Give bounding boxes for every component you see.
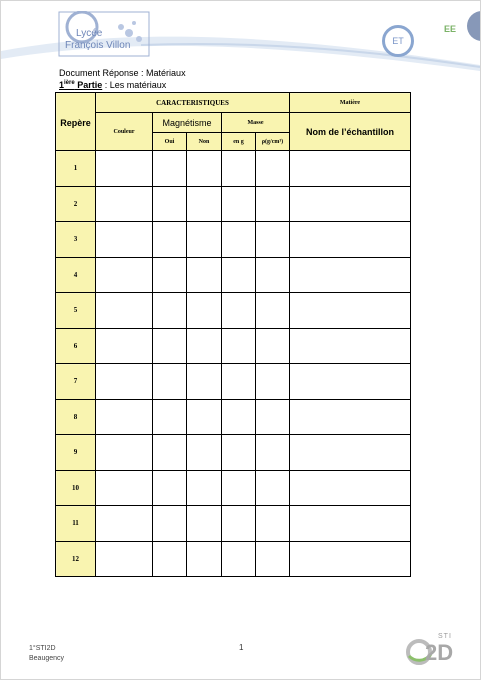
cell-couleur[interactable] bbox=[96, 506, 153, 542]
part-subtitle: : Les matériaux bbox=[102, 80, 167, 90]
row-repere-number: 12 bbox=[56, 541, 96, 577]
cell-nom-echantillon[interactable] bbox=[290, 222, 411, 258]
header-magnetisme: Magnétisme bbox=[153, 113, 222, 133]
header-en-g: en g bbox=[222, 133, 256, 151]
cell-masse-rho[interactable] bbox=[256, 399, 290, 435]
cell-couleur[interactable] bbox=[96, 364, 153, 400]
cell-non[interactable] bbox=[187, 399, 222, 435]
cell-oui[interactable] bbox=[153, 257, 187, 293]
row-repere-number: 10 bbox=[56, 470, 96, 506]
cell-non[interactable] bbox=[187, 435, 222, 471]
cell-masse-rho[interactable] bbox=[256, 435, 290, 471]
cell-masse-g[interactable] bbox=[222, 328, 256, 364]
cell-masse-rho[interactable] bbox=[256, 328, 290, 364]
table-row bbox=[56, 293, 411, 329]
table-row bbox=[56, 222, 411, 258]
cell-oui[interactable] bbox=[153, 364, 187, 400]
cell-masse-g[interactable] bbox=[222, 541, 256, 577]
header-nom-echantillon: Nom de l’échantillon bbox=[290, 113, 411, 151]
cell-couleur[interactable] bbox=[96, 222, 153, 258]
table-row bbox=[56, 541, 411, 577]
cell-oui[interactable] bbox=[153, 293, 187, 329]
table-row bbox=[56, 435, 411, 471]
cell-oui[interactable] bbox=[153, 399, 187, 435]
document-title: Document Réponse : Matériaux bbox=[59, 68, 186, 78]
cell-masse-g[interactable] bbox=[222, 151, 256, 187]
cell-nom-echantillon[interactable] bbox=[290, 293, 411, 329]
header-matiere: Matière bbox=[290, 93, 411, 113]
cell-masse-g[interactable] bbox=[222, 435, 256, 471]
cell-couleur[interactable] bbox=[96, 328, 153, 364]
footer-left bbox=[29, 644, 64, 664]
row-repere-number: 5 bbox=[56, 293, 96, 329]
cell-nom-echantillon[interactable] bbox=[290, 151, 411, 187]
cell-non[interactable] bbox=[187, 506, 222, 542]
cell-non[interactable] bbox=[187, 328, 222, 364]
cell-masse-g[interactable] bbox=[222, 364, 256, 400]
table-row bbox=[56, 328, 411, 364]
header-masse: Masse bbox=[222, 113, 290, 133]
cell-non[interactable] bbox=[187, 293, 222, 329]
cell-masse-rho[interactable] bbox=[256, 257, 290, 293]
cell-non[interactable] bbox=[187, 222, 222, 258]
cell-nom-echantillon[interactable] bbox=[290, 328, 411, 364]
cell-couleur[interactable] bbox=[96, 186, 153, 222]
cell-oui[interactable] bbox=[153, 328, 187, 364]
row-repere-number: 9 bbox=[56, 435, 96, 471]
cell-couleur[interactable] bbox=[96, 470, 153, 506]
table-row bbox=[56, 506, 411, 542]
cell-nom-echantillon[interactable] bbox=[290, 257, 411, 293]
cell-oui[interactable] bbox=[153, 186, 187, 222]
table-row bbox=[56, 399, 411, 435]
table-row bbox=[56, 151, 411, 187]
cell-oui[interactable] bbox=[153, 435, 187, 471]
cell-nom-echantillon[interactable] bbox=[290, 364, 411, 400]
cell-couleur[interactable] bbox=[96, 257, 153, 293]
header-repere-label: Repère bbox=[60, 117, 91, 128]
cell-oui[interactable] bbox=[153, 541, 187, 577]
materials-table bbox=[55, 92, 411, 577]
cell-masse-rho[interactable] bbox=[256, 541, 290, 577]
cell-nom-echantillon[interactable] bbox=[290, 435, 411, 471]
cell-oui[interactable] bbox=[153, 151, 187, 187]
row-repere-number: 11 bbox=[56, 506, 96, 542]
row-repere-number: 4 bbox=[56, 257, 96, 293]
row-repere-number: 2 bbox=[56, 186, 96, 222]
cell-oui[interactable] bbox=[153, 470, 187, 506]
header-repere bbox=[56, 93, 96, 151]
table-body bbox=[56, 151, 411, 577]
cell-non[interactable] bbox=[187, 470, 222, 506]
badge-ee-label: EE bbox=[444, 24, 457, 34]
cell-non[interactable] bbox=[187, 151, 222, 187]
row-repere-number: 1 bbox=[56, 151, 96, 187]
cell-non[interactable] bbox=[187, 541, 222, 577]
row-repere-number: 6 bbox=[56, 328, 96, 364]
cell-non[interactable] bbox=[187, 364, 222, 400]
cell-masse-rho[interactable] bbox=[256, 470, 290, 506]
part-heading bbox=[59, 80, 166, 90]
cell-nom-echantillon[interactable] bbox=[290, 186, 411, 222]
part-number-group bbox=[59, 80, 102, 90]
cell-couleur[interactable] bbox=[96, 151, 153, 187]
cell-couleur[interactable] bbox=[96, 541, 153, 577]
part-number: 1 bbox=[59, 80, 65, 90]
footer-class: 1°STI2D bbox=[29, 645, 56, 652]
row-repere-number: 3 bbox=[56, 222, 96, 258]
header-couleur: Couleur bbox=[96, 113, 153, 151]
header-rho: ρ(g/cm³) bbox=[256, 133, 290, 151]
table-row bbox=[56, 186, 411, 222]
cell-masse-rho[interactable] bbox=[256, 151, 290, 187]
cell-couleur[interactable] bbox=[96, 293, 153, 329]
part-superscript: ière bbox=[64, 80, 75, 86]
header-non: Non bbox=[187, 133, 222, 151]
header-caracteristiques: CARACTERISTIQUES bbox=[96, 93, 290, 113]
cell-nom-echantillon[interactable] bbox=[290, 399, 411, 435]
logo-text-school: François Villon bbox=[65, 40, 131, 51]
cell-masse-rho[interactable] bbox=[256, 293, 290, 329]
cell-nom-echantillon[interactable] bbox=[290, 470, 411, 506]
table-row bbox=[56, 470, 411, 506]
page-number: 1 bbox=[239, 643, 244, 652]
cell-nom-echantillon[interactable] bbox=[290, 541, 411, 577]
footer-city: Beaugency bbox=[29, 655, 65, 662]
row-repere-number: 7 bbox=[56, 364, 96, 400]
table-row bbox=[56, 364, 411, 400]
cell-masse-rho[interactable] bbox=[256, 222, 290, 258]
cell-oui[interactable] bbox=[153, 506, 187, 542]
part-word: Partie bbox=[74, 80, 103, 90]
table-row bbox=[56, 257, 411, 293]
row-repere-number: 8 bbox=[56, 399, 96, 435]
sti-label: STI bbox=[438, 633, 452, 640]
cell-nom-echantillon[interactable] bbox=[290, 506, 411, 542]
cell-couleur[interactable] bbox=[96, 399, 153, 435]
cell-masse-g[interactable] bbox=[222, 399, 256, 435]
badge-et-label: ET bbox=[392, 36, 404, 46]
cell-masse-rho[interactable] bbox=[256, 364, 290, 400]
cell-oui[interactable] bbox=[153, 222, 187, 258]
cell-non[interactable] bbox=[187, 257, 222, 293]
cell-non[interactable] bbox=[187, 186, 222, 222]
cell-couleur[interactable] bbox=[96, 435, 153, 471]
logo-text-lycee: Lycée bbox=[76, 28, 103, 39]
cell-masse-g[interactable] bbox=[222, 506, 256, 542]
cell-masse-rho[interactable] bbox=[256, 506, 290, 542]
cell-masse-g[interactable] bbox=[222, 222, 256, 258]
cell-masse-g[interactable] bbox=[222, 186, 256, 222]
cell-masse-g[interactable] bbox=[222, 470, 256, 506]
cell-masse-rho[interactable] bbox=[256, 186, 290, 222]
badge-et bbox=[382, 25, 414, 57]
header-oui: Oui bbox=[153, 133, 187, 151]
cell-masse-g[interactable] bbox=[222, 293, 256, 329]
sti-2d-label: 2D bbox=[425, 640, 454, 665]
cell-masse-g[interactable] bbox=[222, 257, 256, 293]
